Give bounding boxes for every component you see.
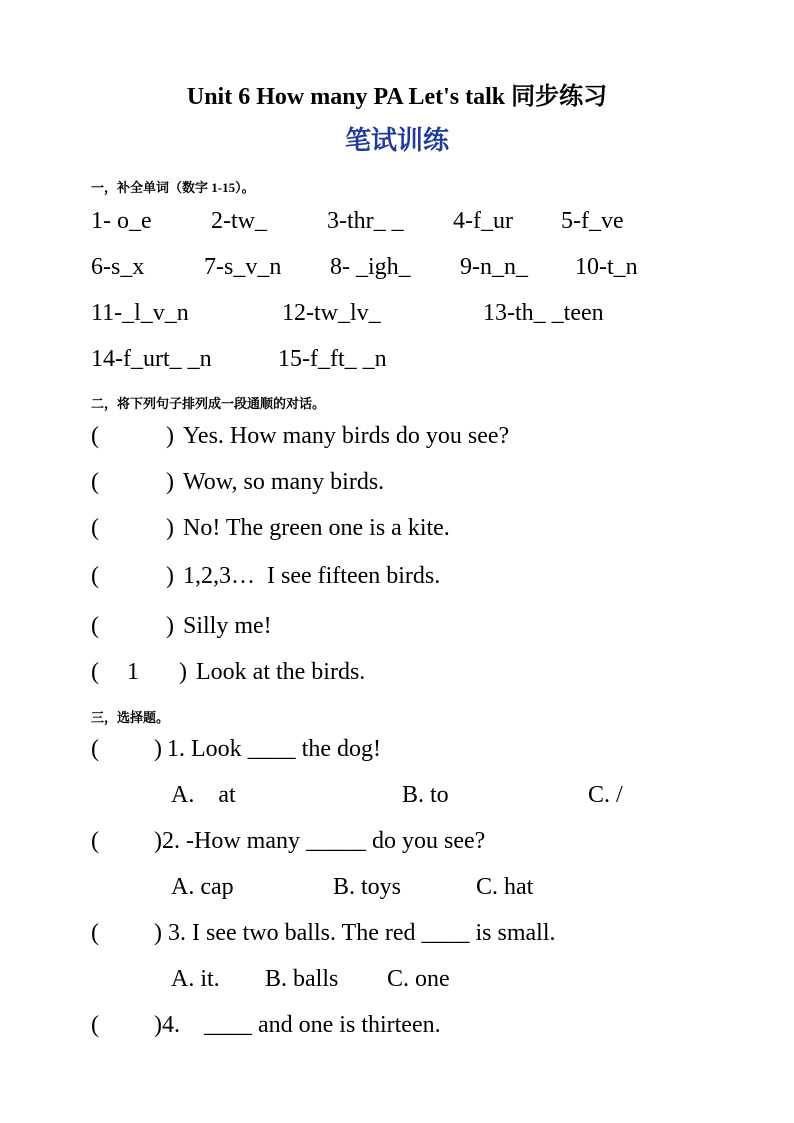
- option: B. balls: [265, 966, 339, 992]
- word-item: 4-f_ur: [453, 208, 513, 234]
- word-item: 8- _igh_: [330, 254, 411, 280]
- option: C. /: [588, 782, 623, 808]
- word-item: 13-th_ _teen: [483, 300, 604, 326]
- dialogue-sentence: Wow, so many birds.: [183, 469, 385, 495]
- dialogue-sentence: Look at the birds.: [196, 659, 366, 685]
- option: B. to: [402, 782, 449, 808]
- word-item: 12-tw_lv_: [282, 300, 381, 326]
- section-2-heading: 二，将下列句子排列成一段通顺的对话。: [91, 396, 326, 411]
- word-item: 9-n_n_: [460, 254, 528, 280]
- answer-blank[interactable]: 1: [127, 659, 139, 685]
- word-item: 2-tw_: [211, 208, 267, 234]
- question-stem: 3. I see two balls. The red ____ is small.: [168, 920, 556, 946]
- section-3-heading: 三，选择题。: [91, 710, 170, 725]
- dialogue-sentence: Silly me!: [183, 613, 272, 639]
- section-1-heading: 一，补全单词（数字 1-15）。: [91, 180, 255, 195]
- option: C. one: [387, 966, 450, 992]
- word-item: 3-thr_ _: [327, 208, 404, 234]
- option: A. it.: [171, 966, 220, 992]
- dialogue-sentence: 1,2,3… I see fifteen birds.: [183, 563, 441, 589]
- page-title: Unit 6 How many PA Let's talk 同步练习: [186, 84, 608, 110]
- word-item: 14-f_urt_ _n: [91, 346, 212, 372]
- option: A. at: [171, 782, 236, 808]
- dialogue-sentence: Yes. How many birds do you see?: [183, 423, 510, 449]
- question-stem: 1. Look ____ the dog!: [167, 736, 381, 762]
- word-item: 5-f_ve: [561, 208, 624, 234]
- word-item: 7-s_v_n: [204, 254, 282, 280]
- option: B. toys: [333, 874, 402, 900]
- question-stem: 2. -How many _____ do you see?: [162, 828, 486, 854]
- word-item: 11-_l_v_n: [91, 300, 189, 326]
- word-item: 10-t_n: [575, 254, 638, 280]
- dialogue-sentence: No! The green one is a kite.: [183, 515, 450, 541]
- option: A. cap: [171, 874, 234, 900]
- option: C. hat: [476, 874, 534, 900]
- question-stem: 4. ____ and one is thirteen.: [162, 1012, 441, 1038]
- page-subtitle: 笔试训练: [344, 126, 449, 155]
- word-item: 6-s_x: [91, 254, 145, 280]
- word-item: 15-f_ft_ _n: [278, 346, 387, 372]
- word-item: 1- o_e: [91, 208, 152, 234]
